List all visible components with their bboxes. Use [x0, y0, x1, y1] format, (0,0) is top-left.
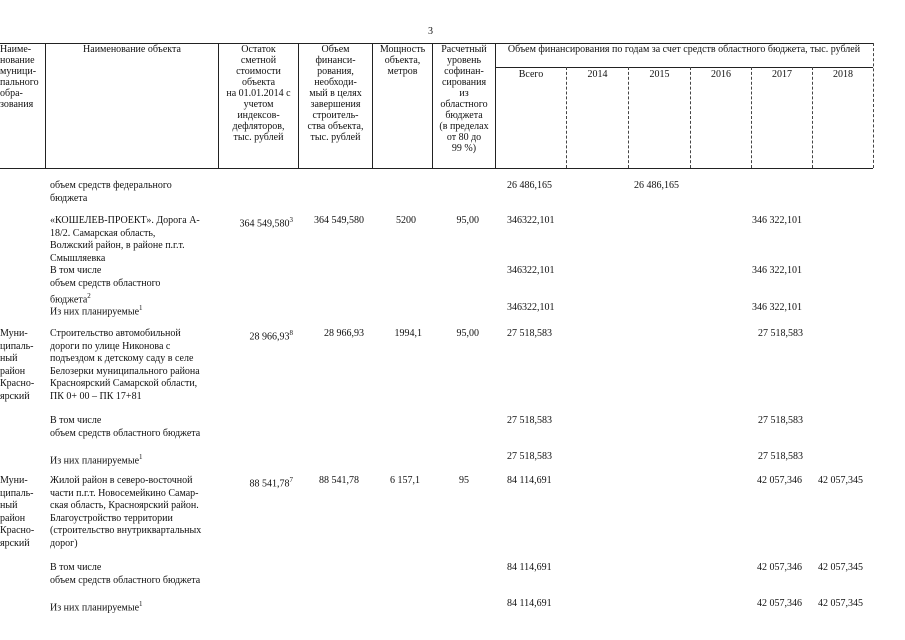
- municipality-name: Муни- ципаль- ный район Красно- ярский: [0, 328, 35, 402]
- header-year-2017: 2017: [772, 69, 792, 80]
- header-year-2015: 2015: [649, 69, 670, 80]
- remaining-cost-value: [219, 327, 293, 344]
- header-bottom-border: [0, 168, 873, 169]
- header-municipality: Наиме- нование муници- пального обра- зования: [0, 44, 39, 110]
- value-2018: 42 057,345: [818, 475, 863, 486]
- object-name: [50, 598, 143, 615]
- total-value: 27 518,583: [507, 328, 552, 339]
- footnote-mark: 1: [139, 600, 143, 608]
- value-2017: 27 518,583: [758, 451, 803, 462]
- value-2017: 346 322,101: [752, 302, 802, 313]
- municipality-name: Муни- ципаль- ный район Красно- ярский: [0, 475, 35, 549]
- total-value: 346322,101: [507, 215, 555, 226]
- header-year-total: Всего: [518, 69, 544, 80]
- remaining-cost-value: [219, 474, 293, 491]
- header-year-2014: 2014: [587, 69, 608, 80]
- footnote-mark: 2: [87, 292, 91, 300]
- header-remaining-cost: Остаток сметной стоимости объекта на 01.01.2014 с учетом индексов- дефляторов, тыс. рублей: [226, 44, 291, 143]
- object-name-text: Из них планируемые: [50, 306, 140, 318]
- footnote-mark: 1: [139, 453, 143, 461]
- object-name: В том числе объем средств областного бюджета: [50, 562, 201, 586]
- remaining-cost-value: [219, 214, 293, 231]
- total-value: 26 486,165: [507, 180, 552, 191]
- value-2018: 42 057,345: [818, 562, 863, 573]
- value-2015: 26 486,165: [634, 180, 679, 191]
- header-year-2018: 2018: [833, 69, 853, 80]
- object-name: [50, 451, 143, 468]
- total-value: 346322,101: [507, 265, 555, 276]
- object-name-text: Из них планируемые: [50, 602, 140, 614]
- col-divider: [495, 43, 496, 168]
- total-value: 27 518,583: [507, 451, 552, 462]
- header-year-2016: 2016: [711, 69, 731, 80]
- total-value: 84 114,691: [507, 598, 552, 609]
- col-divider: [45, 43, 46, 168]
- object-name: объем средств федерального бюджета: [50, 180, 172, 204]
- object-name: [50, 265, 160, 307]
- footnote-mark: 3: [289, 216, 293, 224]
- funding-value: 88 541,78: [319, 475, 359, 486]
- value-2017: 346 322,101: [752, 215, 802, 226]
- footnote-mark: 1: [139, 304, 143, 312]
- header-funding-by-years: Объем финансирования по годам за счет средств областного бюджета, тыс. рублей: [507, 44, 861, 55]
- object-name-text: Из них планируемые: [50, 455, 140, 467]
- value-2017: 346 322,101: [752, 265, 802, 276]
- page-number: 3: [428, 26, 433, 37]
- cofinancing-value: 95,00: [456, 215, 479, 226]
- years-header-border: [495, 67, 873, 68]
- col-divider: [873, 43, 874, 168]
- header-funding-needed: Объем финанси- рования, необходи- мый в целях завершения строитель- ства объекта, тыс. рублей: [307, 44, 364, 143]
- total-value: 84 114,691: [507, 475, 552, 486]
- total-value: 27 518,583: [507, 415, 552, 426]
- total-value: 84 114,691: [507, 562, 552, 573]
- col-divider: [690, 67, 691, 168]
- funding-value: 28 966,93: [324, 328, 364, 339]
- funding-value: 364 549,580: [314, 215, 364, 226]
- col-divider: [628, 67, 629, 168]
- col-divider: [751, 67, 752, 168]
- capacity-value: 1994,1: [394, 328, 422, 339]
- value-2017: 42 057,346: [757, 598, 802, 609]
- value-2017: 42 057,346: [757, 562, 802, 573]
- object-name: Жилой район в северо-восточной части п.г.т. Новосемейкино Самар- ская область, Красноярский район. Благоустройство территории (строительство внутриквартальных дорог): [50, 475, 202, 549]
- footnote-mark: 8: [289, 329, 293, 337]
- capacity-value: 6 157,1: [390, 475, 420, 486]
- value-2017: 27 518,583: [758, 328, 803, 339]
- col-divider: [812, 67, 813, 168]
- value-2017: 42 057,346: [757, 475, 802, 486]
- capacity-value: 5200: [396, 215, 416, 226]
- object-name: «КОШЕЛЕВ-ПРОЕКТ». Дорога А- 18/2. Самарская область, Волжский район, в районе п.г.т. Смышляевка: [50, 215, 200, 264]
- cofinancing-value: 95: [459, 475, 469, 486]
- footnote-mark: 7: [289, 476, 293, 484]
- header-cofinancing: Расчетный уровень софинан- сирования из областного бюджета (в пределах от 80 до 99 %): [439, 44, 489, 154]
- header-capacity: Мощность объекта, метров: [379, 44, 426, 77]
- object-name-text: В том числе объем средств областного бюджета: [50, 265, 161, 306]
- remaining-cost-number: 88 541,78: [249, 478, 290, 490]
- cofinancing-value: 95,00: [456, 328, 479, 339]
- object-name: [50, 302, 143, 319]
- remaining-cost-number: 28 966,93: [249, 331, 290, 343]
- header-object-name: Наименование объекта: [83, 44, 181, 55]
- col-divider: [566, 67, 567, 168]
- remaining-cost-number: 364 549,580: [239, 218, 290, 230]
- total-value: 346322,101: [507, 302, 555, 313]
- value-2017: 27 518,583: [758, 415, 803, 426]
- object-name: В том числе объем средств областного бюджета: [50, 415, 201, 439]
- object-name: Строительство автомобильной дороги по улице Никонова с подъездом к детскому саду в селе Белозерки муниципального района Красноярский Самарской области, ПК 0+ 00 – ПК 17+81: [50, 328, 200, 402]
- value-2018: 42 057,345: [818, 598, 863, 609]
